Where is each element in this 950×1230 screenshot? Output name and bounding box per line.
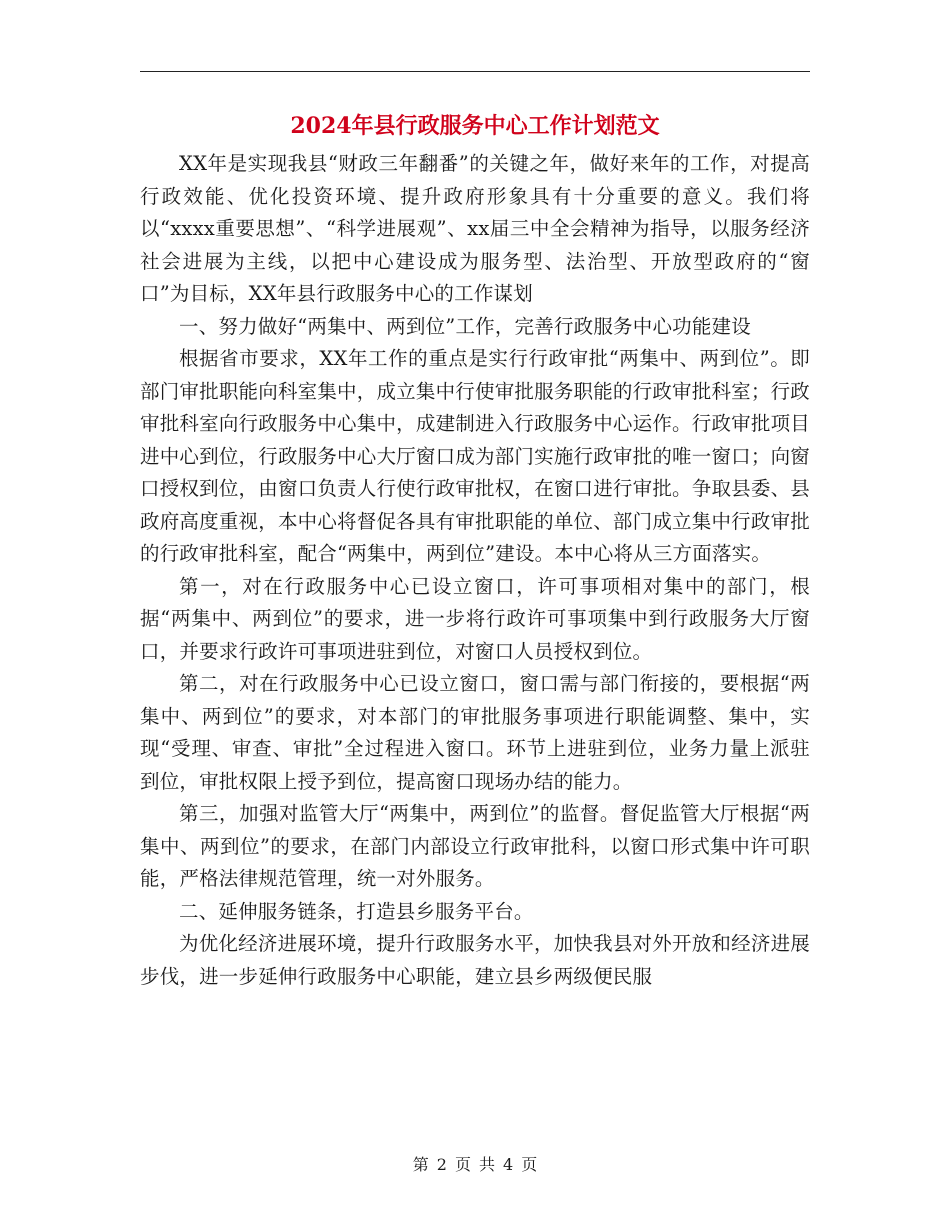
document-body: [140, 148, 810, 993]
footer-total-label: 共: [479, 1155, 496, 1174]
document-title: 2024年县行政服务中心工作计划范文: [290, 113, 660, 139]
header-rule: [140, 71, 810, 72]
paragraph-8: 为优化经济进展环境，提升行政服务水平，加快我县对外开放和经济进展步伐，进一步延伸行政服务中心职能，建立县乡两级便民服: [140, 932, 810, 988]
footer-total-pages: 4: [503, 1155, 514, 1174]
paragraph-3: 根据省市要求，XX年工作的重点是实行行政审批“两集中、两到位”。即部门审批职能向科室集中，成立集中行使审批服务职能的行政审批科室；行政审批科室向行政服务中心集中，成建制进入行政服务中心运作。行政审批项目进中心到位，行政服务中心大厅窗口成为部门实施行政审批的唯一窗口；向窗口授权到位，由窗口负责人行使行政审批权，在窗口进行审批。争取县委、县政府高度重视，本中心将督促各具有审批职能的单位、部门成立集中行政审批的行政审批科室，配合“两集中，两到位”建设。本中心将从三方面落实。: [140, 347, 810, 565]
paragraph-7: 二、延伸服务链条，打造县乡服务平台。: [179, 899, 534, 923]
page-footer: [0, 1153, 950, 1177]
footer-page-label: 第: [412, 1155, 429, 1174]
footer-total-unit: 页: [521, 1155, 538, 1174]
paragraph-2: 一、努力做好“两集中、两到位”工作，完善行政服务中心功能建设: [179, 314, 751, 338]
paragraph-6: 第三，加强对监管大厅“两集中，两到位”的监督。督促监管大厅根据“两集中、两到位”的要求，在部门内部设立行政审批科，以窗口形式集中许可职能，严格法律规范管理，统一对外服务。: [140, 802, 810, 890]
paragraph-5: 第二，对在行政服务中心已设立窗口，窗口需与部门衔接的，要根据“两集中、两到位”的要求，对本部门的审批服务事项进行职能调整、集中，实现“受理、审查、审批”全过程进入窗口。环节上进驻到位，业务力量上派驻到位，审批权限上授予到位，提高窗口现场办结的能力。: [140, 672, 810, 793]
footer-current-page: 2: [436, 1155, 447, 1174]
paragraph-1: XX年是实现我县“财政三年翻番”的关键之年，做好来年的工作，对提高行政效能、优化投资环境、提升政府形象具有十分重要的意义。我们将以“xxxx重要思想”、“科学进展观”、xx届三中全会精神为指导，以服务经济社会进展为主线，以把中心建设成为服务型、法治型、开放型政府的“窗口”为目标，XX年县行政服务中心的工作谋划: [140, 152, 810, 305]
paragraph-4: 第一，对在行政服务中心已设立窗口，许可事项相对集中的部门，根据“两集中、两到位”的要求，进一步将行政许可事项集中到行政服务大厅窗口，并要求行政许可事项进驻到位，对窗口人员授权到位。: [140, 574, 810, 663]
footer-page-unit: 页: [454, 1155, 471, 1174]
